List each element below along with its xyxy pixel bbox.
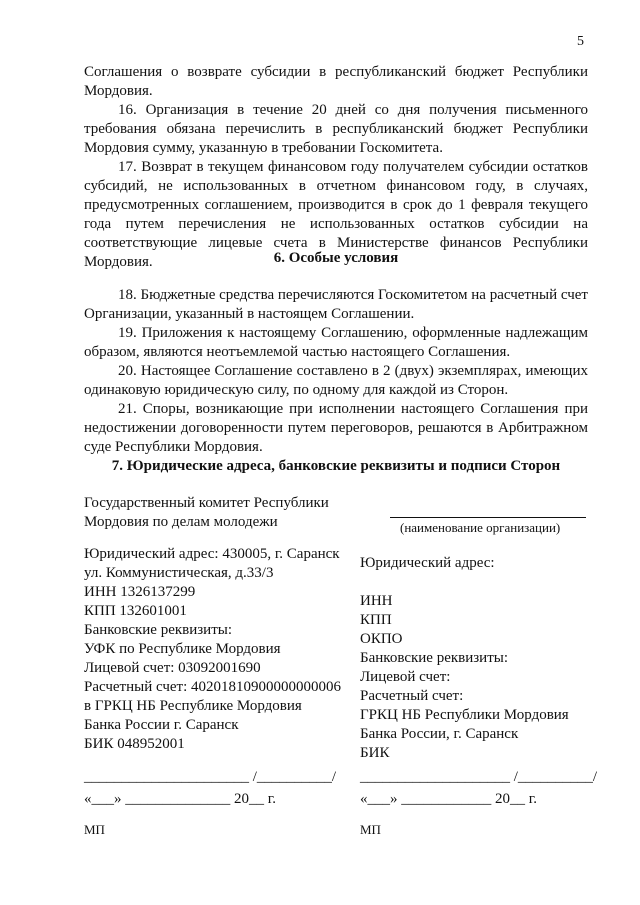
paragraph-16: 16. Организация в течение 20 дней со дня получения письменного требования обязана перечислить в республиканский бюджет Республики Мордовия сумму, указанную в требовании Госкомитета. [84, 102, 588, 156]
organization-name-line [390, 517, 586, 518]
left-party-name [84, 494, 374, 532]
section-6-heading [84, 250, 588, 267]
left-party-details [84, 545, 374, 754]
paragraph-19: 19. Приложения к настоящему Соглашению, оформленные надлежащим образом, являются неотъемлемой частью настоящего Соглашения. [84, 325, 588, 360]
right-seal-mark: МП [360, 822, 381, 837]
left-signature-line: ______________________ /__________/ [84, 769, 337, 785]
right-inn: ИНН [360, 593, 393, 609]
right-bik: БИК [360, 745, 390, 761]
right-bank-details-label: Банковские реквизиты: [360, 650, 509, 666]
left-inn: ИНН 1326137299 [84, 584, 196, 600]
left-legal-address: Юридический адрес: 430005, г. Саранск [84, 546, 340, 562]
right-bank-city: Банка России, г. Саранск [360, 726, 519, 742]
left-bik: БИК 048952001 [84, 736, 185, 752]
organization-name-caption: (наименование организации) [400, 520, 561, 535]
left-bank-city: Банка России г. Саранск [84, 717, 239, 733]
section-7-heading [84, 458, 588, 475]
left-party-name-line: Мордовия по делам молодежи [84, 514, 278, 530]
left-kpp: КПП 132601001 [84, 603, 187, 619]
paragraph-17: 17. Возврат в текущем финансовом году получателем субсидии остатков субсидий, не использованных в отчетном финансовом году, в случаях, предусмотренных соглашением, производится в срок до 1 февраля текущего года путем перечисления не использованных остатков субсидии на соответствующие лицевые счета в Министерстве финансов Республики Мордовия. [84, 159, 588, 270]
left-bank-details-label: Банковские реквизиты: [84, 622, 233, 638]
left-party-name-line: Государственный комитет Республики [84, 495, 329, 511]
left-settlement-account: Расчетный счет: 40201810900000000006 [84, 679, 342, 695]
right-party-details [360, 554, 600, 763]
left-ufk: УФК по Республике Мордовия [84, 641, 281, 657]
left-street-address: ул. Коммунистическая, д.33/3 [84, 565, 274, 581]
right-blank-line [360, 573, 600, 592]
left-personal-account: Лицевой счет: 03092001690 [84, 660, 261, 676]
page-number: 5 [577, 34, 584, 49]
section-7-title: 7. Юридические адреса, банковские реквизиты и подписи Сторон [111, 458, 561, 474]
right-signature-line: ____________________ /__________/ [360, 769, 598, 785]
clauses-block-top [84, 63, 588, 272]
left-bank-name: в ГРКЦ НБ Республике Мордовия [84, 698, 302, 714]
right-date-line: «___» ____________ 20__ г. [360, 791, 537, 807]
right-okpo: ОКПО [360, 631, 403, 647]
clauses-block-special [84, 286, 588, 457]
paragraph-20: 20. Настоящее Соглашение составлено в 2 (двух) экземплярах, имеющих одинаковую юридическую силу, по одному для каждой из Сторон. [84, 363, 588, 398]
left-date-line: «___» ______________ 20__ г. [84, 791, 276, 807]
right-bank-name: ГРКЦ НБ Республики Мордовия [360, 707, 569, 723]
paragraph-intro: Соглашения о возврате субсидии в республиканский бюджет Республики Мордовия. [84, 64, 588, 99]
right-personal-account: Лицевой счет: [360, 669, 451, 685]
right-settlement-account: Расчетный счет: [360, 688, 464, 704]
section-6-title: 6. Особые условия [273, 250, 399, 266]
right-legal-address: Юридический адрес: [360, 555, 495, 571]
paragraph-18: 18. Бюджетные средства перечисляются Госкомитетом на расчетный счет Организации, указанный в настоящем Соглашении. [84, 287, 588, 322]
right-kpp: КПП [360, 612, 392, 628]
paragraph-21: 21. Споры, возникающие при исполнении настоящего Соглашения при недостижении договоренности путем переговоров, решаются в Арбитражном суде Республики Мордовия. [84, 401, 588, 455]
left-seal-mark: МП [84, 822, 105, 837]
